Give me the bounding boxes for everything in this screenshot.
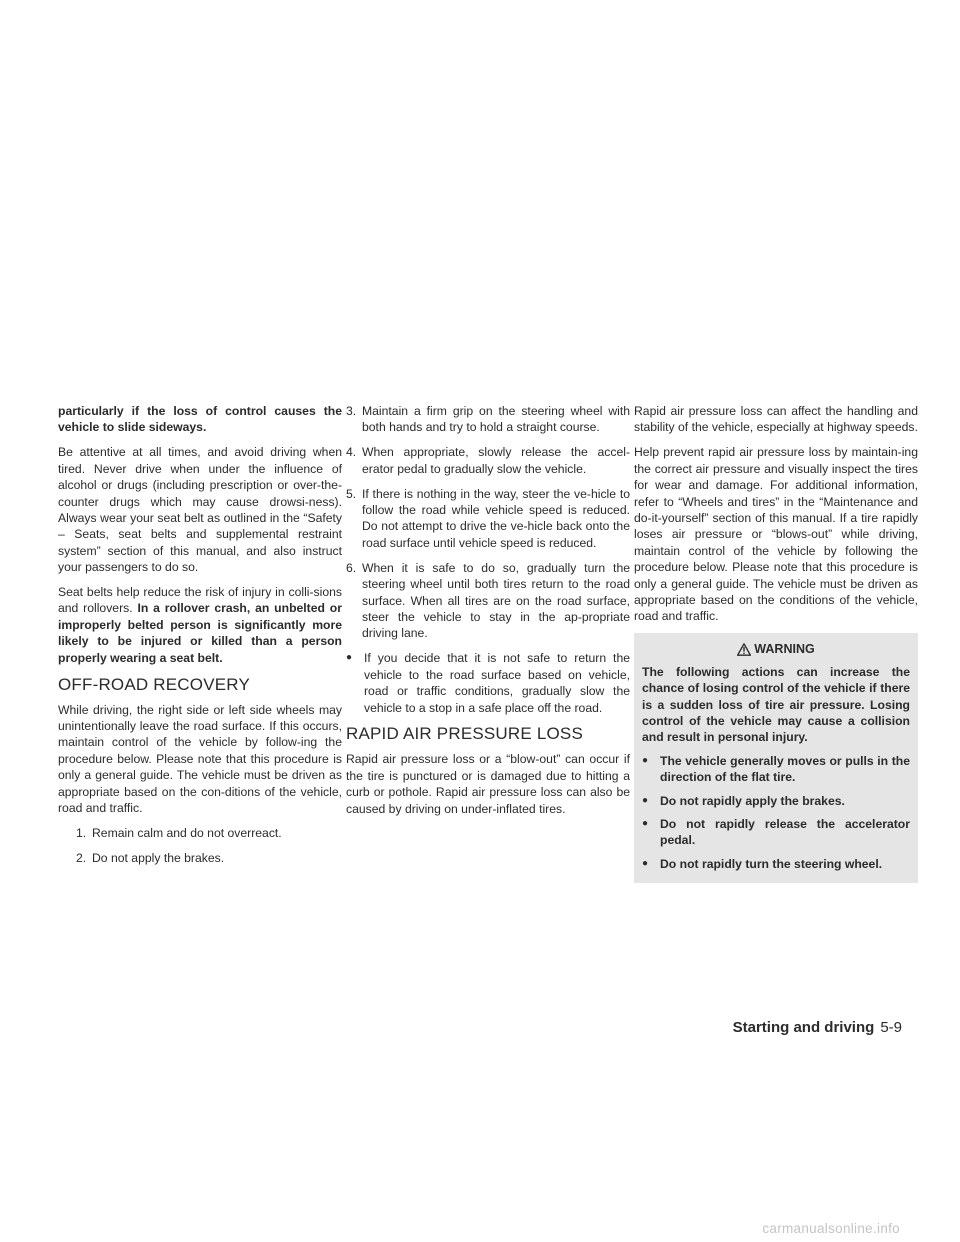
list-item bbox=[58, 850, 342, 866]
paragraph-prevent: Help prevent rapid air pressure loss by maintain-ing the correct air pressure and visually inspect the tires for wear and damage. For additional information, refer to “Wheels and tires” in the “Maintenance and do-it-yourself” section of this manual. If a tire rapidly loses air pressure or “blows-out” while driving, maintain control of the vehicle by following the procedure below. Please note that this procedure is only a general guide. The vehicle must be driven as appropriate based on the conditions of the vehicle, road and traffic. bbox=[634, 445, 918, 624]
warning-box bbox=[634, 633, 918, 883]
list-item bbox=[642, 753, 910, 786]
column-2 bbox=[346, 403, 630, 826]
warning-bullet-text: Do not rapidly apply the brakes. bbox=[660, 793, 845, 808]
heading-rapid-air-pressure-loss: RAPID AIR PRESSURE LOSS bbox=[346, 724, 584, 744]
paragraph-off-road: While driving, the right side or left side wheels may unintentionally leave the road surface. If this occurs, maintain control of the vehicle by follow-ing the procedure below. Please note that this procedure is only a general guide. The vehicle must be driven as appropriate based on the con-ditions of the vehicle, road and traffic. bbox=[58, 702, 342, 816]
list-item bbox=[642, 793, 910, 809]
step-text: Remain calm and do not overreact. bbox=[92, 825, 282, 840]
section-title: Starting and driving bbox=[732, 1019, 875, 1036]
page-footer bbox=[733, 1019, 902, 1036]
warning-intro: The following actions can increase the chance of losing control of the vehicle if there is a sudden loss of tire air pressure. Losing control of the vehicle may cause a collision and result in personal injury. bbox=[642, 664, 910, 745]
warning-bullet-text: The vehicle generally moves or pulls in the direction of the flat tire. bbox=[660, 753, 910, 785]
warning-bullet-text: Do not rapidly release the accelerator pedal. bbox=[660, 816, 910, 848]
list-item bbox=[346, 486, 630, 552]
list-item bbox=[346, 650, 630, 716]
watermark: carmanualsonline.info bbox=[762, 1221, 900, 1236]
list-item bbox=[642, 816, 910, 849]
page-number: 5-9 bbox=[880, 1019, 902, 1036]
list-item bbox=[642, 856, 910, 872]
bullet-icon: ● bbox=[642, 794, 649, 806]
bullet-icon: ● bbox=[642, 754, 649, 766]
step-text: When appropriate, slowly release the accel-erator pedal to gradually slow the vehicle. bbox=[362, 445, 630, 476]
paragraph-continuation: particularly if the loss of control causes the vehicle to slide sideways. bbox=[58, 404, 342, 435]
bullet-icon: ● bbox=[642, 857, 649, 869]
seat-belts-text: Seat belts help reduce the risk of injury in colli-sions and rollovers. bbox=[58, 585, 342, 616]
steps-list-1 bbox=[58, 825, 342, 866]
step-number: 1. bbox=[76, 825, 87, 840]
list-item bbox=[58, 825, 342, 841]
step-number: 4. bbox=[346, 445, 357, 460]
step-text: If there is nothing in the way, steer the ve-hicle to follow the road while vehicle speed is reduced. Do not attempt to drive the ve-hicle back onto the road surface until vehicle speed is reduced. bbox=[362, 486, 630, 550]
step-number: 6. bbox=[346, 560, 357, 575]
warning-title: WARNING bbox=[754, 642, 815, 657]
warning-bullet-text: Do not rapidly turn the steering wheel. bbox=[660, 856, 883, 871]
paragraph-blow-out: Rapid air pressure loss or a “blow-out” can occur if the tire is punctured or is damaged due to hitting a curb or pothole. Rapid air pressure loss can also be caused by driving on under-inflated tires. bbox=[346, 752, 630, 816]
column-1 bbox=[58, 403, 342, 875]
paragraph-seat-belts bbox=[58, 584, 342, 666]
seat-belts-bold-text: In a rollover crash, an unbelted or improperly belted person is significantly more likely to be injured or killed than a person properly wearing a seat belt. bbox=[58, 601, 342, 665]
step-number: 5. bbox=[346, 486, 357, 501]
step-number: 3. bbox=[346, 404, 357, 418]
bullet-icon: ● bbox=[346, 652, 353, 664]
heading-off-road-recovery: OFF-ROAD RECOVERY bbox=[58, 674, 250, 694]
step-text: Do not apply the brakes. bbox=[92, 850, 225, 865]
step-text: Maintain a firm grip on the steering wheel with both hands and try to hold a straight course. bbox=[362, 404, 630, 435]
step-number: 2. bbox=[76, 850, 87, 865]
paragraph-attentive: Be attentive at all times, and avoid driving when tired. Never drive when under the influence of alcohol or drugs (including prescription or over-the-counter drugs which may cause drowsi-ness). Always wear your seat belt as outlined in the “Safety – Seats, seat belts and supplemental restraint system” section of this manual, and also instruct your passengers to do so. bbox=[58, 445, 342, 575]
list-item bbox=[346, 403, 630, 436]
steps-list-2 bbox=[346, 403, 630, 642]
bullet-text: If you decide that it is not safe to return the vehicle to the road surface based on vehicle, road or traffic conditions, gradually slow the vehicle to a stop in a safe place off the road. bbox=[364, 651, 630, 715]
warning-header bbox=[642, 641, 910, 657]
warning-triangle-icon bbox=[737, 643, 751, 656]
column-3 bbox=[634, 403, 918, 883]
step-text: When it is safe to do so, gradually turn the steering wheel until both tires return to the road surface. When all tires are on the road surface, steer the vehicle to stay in the ap-propriate driving lane. bbox=[362, 560, 630, 641]
bullet-icon: ● bbox=[642, 817, 649, 829]
list-item bbox=[346, 444, 630, 477]
paragraph-handling: Rapid air pressure loss can affect the handling and stability of the vehicle, especially at highway speeds. bbox=[634, 404, 918, 435]
list-item bbox=[346, 560, 630, 642]
